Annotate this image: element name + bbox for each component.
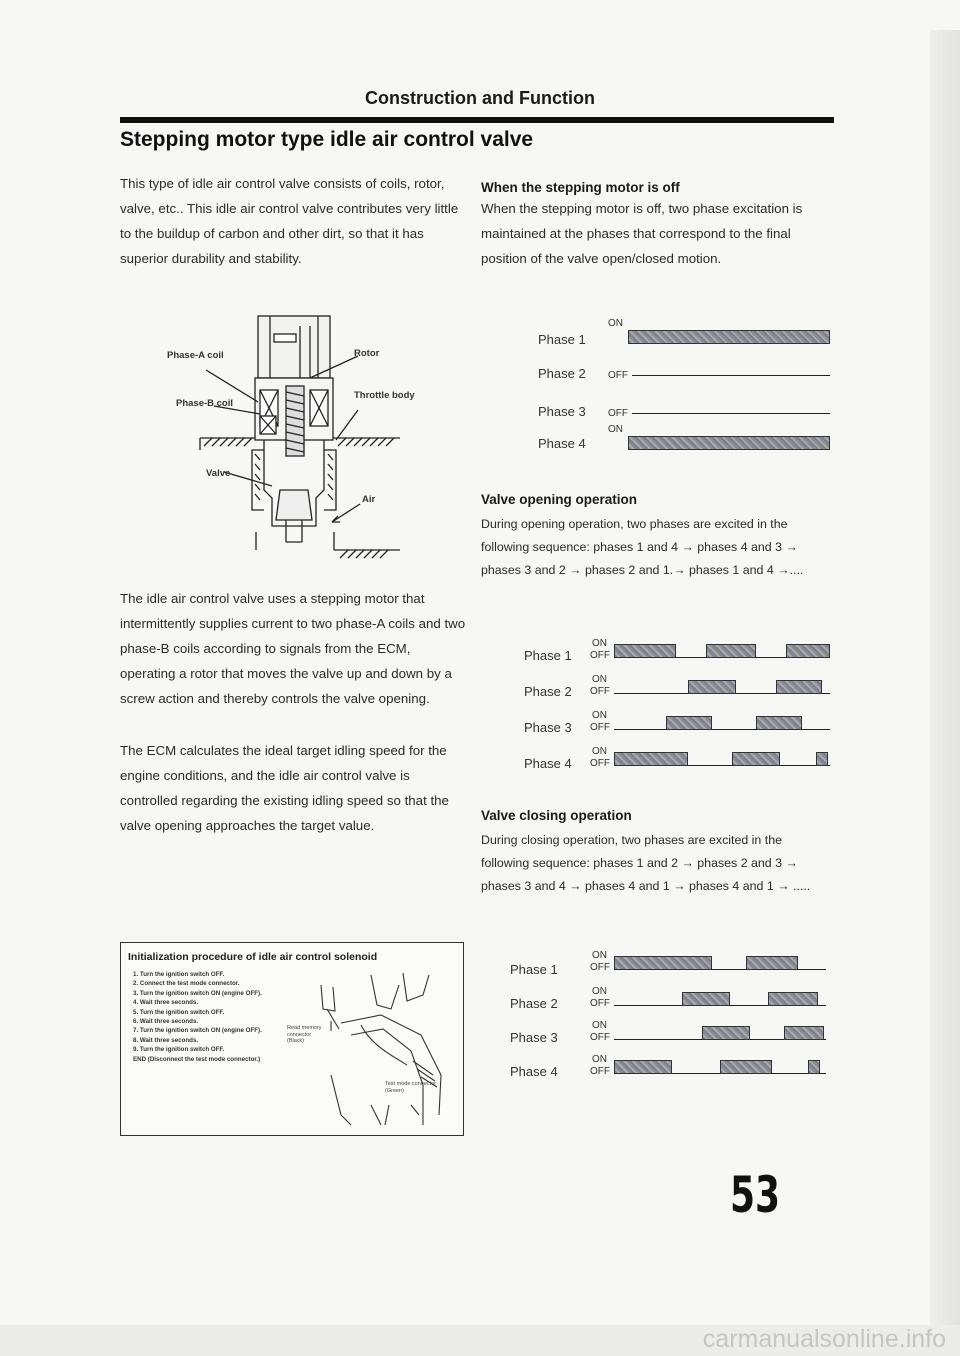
phase-4-pulse <box>808 1060 820 1074</box>
init-step: 6. Wait three seconds. <box>133 1018 199 1026</box>
on-label: ON <box>592 1020 607 1031</box>
phase-label: Phase 2 <box>510 996 558 1011</box>
phase-label: Phase 4 <box>510 1064 558 1079</box>
motor-off-timing-chart <box>510 318 840 463</box>
phase-1-pulse <box>706 644 756 658</box>
phase-4-on-bar <box>628 436 830 450</box>
on-label: ON <box>592 1054 607 1065</box>
init-step: 9. Turn the ignition switch OFF. <box>133 1046 225 1054</box>
phase-label: Phase 2 <box>524 684 572 699</box>
phase-3-pulse <box>756 716 802 730</box>
header-rule <box>120 117 834 123</box>
state-label: OFF <box>608 408 628 419</box>
init-step: 5. Turn the ignition switch OFF. <box>133 1008 225 1016</box>
chapter-title: Construction and Function <box>365 88 595 108</box>
on-label: ON <box>592 746 607 757</box>
test-mode-connector-label: Test mode connector (Green) <box>385 1081 437 1094</box>
phase-a-coil-label: Phase-A coil <box>167 350 224 361</box>
valve-opening-timing-chart <box>510 630 840 780</box>
state-label: ON <box>608 424 623 435</box>
phase-label: Phase 1 <box>538 332 586 347</box>
init-title: Initialization procedure of idle air control solenoid <box>128 951 378 963</box>
valve-closing-paragraph: During closing operation, two phases are excited in the following sequence: phases 1 and 2 → phases 2 and 3 → phases 3 and 4 → phases 4 and 1 → phases 4 and 1 → ..... <box>481 833 811 893</box>
phase-2-pulse <box>688 680 736 694</box>
air-label: Air <box>362 494 376 505</box>
stepping-motor-paragraph: The idle air control valve uses a stepping motor that intermittently supplies current to two phase-A coils and two phase-B coils according to signals from the ECM, operating a rotor that moves the valve up and down by a screw action and thereby controls the valve opening. <box>120 591 466 706</box>
off-label: OFF <box>590 758 610 769</box>
engine-bay-sketch <box>311 965 461 1133</box>
valve-opening-heading: Valve opening operation <box>481 492 638 507</box>
motor-off-heading: When the stepping motor is off <box>481 180 680 195</box>
phase-4-pulse <box>720 1060 772 1074</box>
on-label: ON <box>592 674 607 685</box>
throttle-body-label: Throttle body <box>354 390 415 401</box>
phase-label: Phase 4 <box>538 436 586 451</box>
section-title: Stepping motor type idle air control valve <box>120 128 534 151</box>
phase-2-pulse <box>682 992 730 1006</box>
init-step: 7. Turn the ignition switch ON (engine OFF). <box>133 1027 262 1035</box>
phase-label: Phase 3 <box>510 1030 558 1045</box>
phase-3-pulse <box>702 1026 750 1040</box>
on-label: ON <box>592 986 607 997</box>
phase-1-pulse <box>786 644 830 658</box>
init-step: 3. Turn the ignition switch ON (engine OFF). <box>133 989 262 997</box>
phase-1-pulse <box>746 956 798 970</box>
phase-1-pulse <box>614 644 676 658</box>
phase-label: Phase 2 <box>538 366 586 381</box>
on-label: ON <box>592 950 607 961</box>
read-memory-connector-label: Read memory connector (Black) <box>287 1025 322 1044</box>
state-label: ON <box>608 318 623 329</box>
off-label: OFF <box>590 1066 610 1077</box>
phase-4-pulse <box>614 752 688 766</box>
phase-2-pulse <box>776 680 822 694</box>
init-step: 2. Connect the test mode connector. <box>133 980 240 988</box>
motor-off-paragraph: When the stepping motor is off, two phase excitation is maintained at the phases that correspond to the final position of the valve open/closed motion. <box>481 201 803 266</box>
phase-label: Phase 4 <box>524 756 572 771</box>
phase-b-coil-label: Phase-B coil <box>176 398 234 409</box>
off-label: OFF <box>590 650 610 661</box>
ecm-paragraph: The ECM calculates the ideal target idling speed for the engine conditions, and the idle air control valve is controlled regarding the existing idling speed so that the valve opening approaches the target value. <box>120 743 449 833</box>
phase-4-pulse <box>614 1060 672 1074</box>
intro-paragraph: This type of idle air control valve consists of coils, rotor, valve, etc.. This idle air control valve contributes very little to the buildup of carbon and other dirt, so that it has superior durability and stability. <box>120 176 459 266</box>
valve-label: Valve <box>206 468 231 479</box>
watermark: carmanualsonline.info <box>702 1325 946 1353</box>
init-step: 1. Turn the ignition switch OFF. <box>133 971 225 978</box>
init-step: 4. Wait three seconds. <box>133 999 199 1007</box>
page-edge-shadow <box>930 30 960 1330</box>
init-step: END (Disconnect the test mode connector.) <box>133 1055 261 1063</box>
phase-1-on-bar <box>628 330 830 344</box>
phase-2-pulse <box>768 992 818 1006</box>
phase-label: Phase 3 <box>524 720 572 735</box>
init-step: 8. Wait three seconds. <box>133 1036 199 1044</box>
initialization-procedure-box <box>120 942 464 1136</box>
off-label: OFF <box>590 1032 610 1043</box>
page-number: 53 <box>730 1166 781 1224</box>
phase-3-pulse <box>666 716 712 730</box>
phase-label: Phase 1 <box>510 962 558 977</box>
off-label: OFF <box>590 686 610 697</box>
valve-cross-section-svg <box>160 310 460 562</box>
phase-1-pulse <box>614 956 712 970</box>
phase-4-pulse <box>732 752 780 766</box>
phase-3-off-line <box>632 413 830 414</box>
on-label: ON <box>592 710 607 721</box>
on-label: ON <box>592 638 607 649</box>
valve-opening-paragraph: During opening operation, two phases are excited in the following sequence: phases 1 and 4 → phases 4 and 3 → phases 3 and 2 → phases 2 and 1.→ phases 1 and 4 →.... <box>481 517 804 577</box>
state-label: OFF <box>608 370 628 381</box>
idle-air-control-valve-diagram <box>160 310 460 562</box>
phase-label: Phase 3 <box>538 404 586 419</box>
init-steps-list <box>133 970 262 1064</box>
rotor-label: Rotor <box>354 348 380 359</box>
valve-closing-timing-chart <box>510 942 840 1092</box>
off-label: OFF <box>590 722 610 733</box>
phase-2-off-line <box>632 375 830 376</box>
off-label: OFF <box>590 962 610 973</box>
phase-3-pulse <box>784 1026 824 1040</box>
off-label: OFF <box>590 998 610 1009</box>
valve-closing-heading: Valve closing operation <box>481 808 632 823</box>
phase-label: Phase 1 <box>524 648 572 663</box>
phase-4-pulse <box>816 752 828 766</box>
